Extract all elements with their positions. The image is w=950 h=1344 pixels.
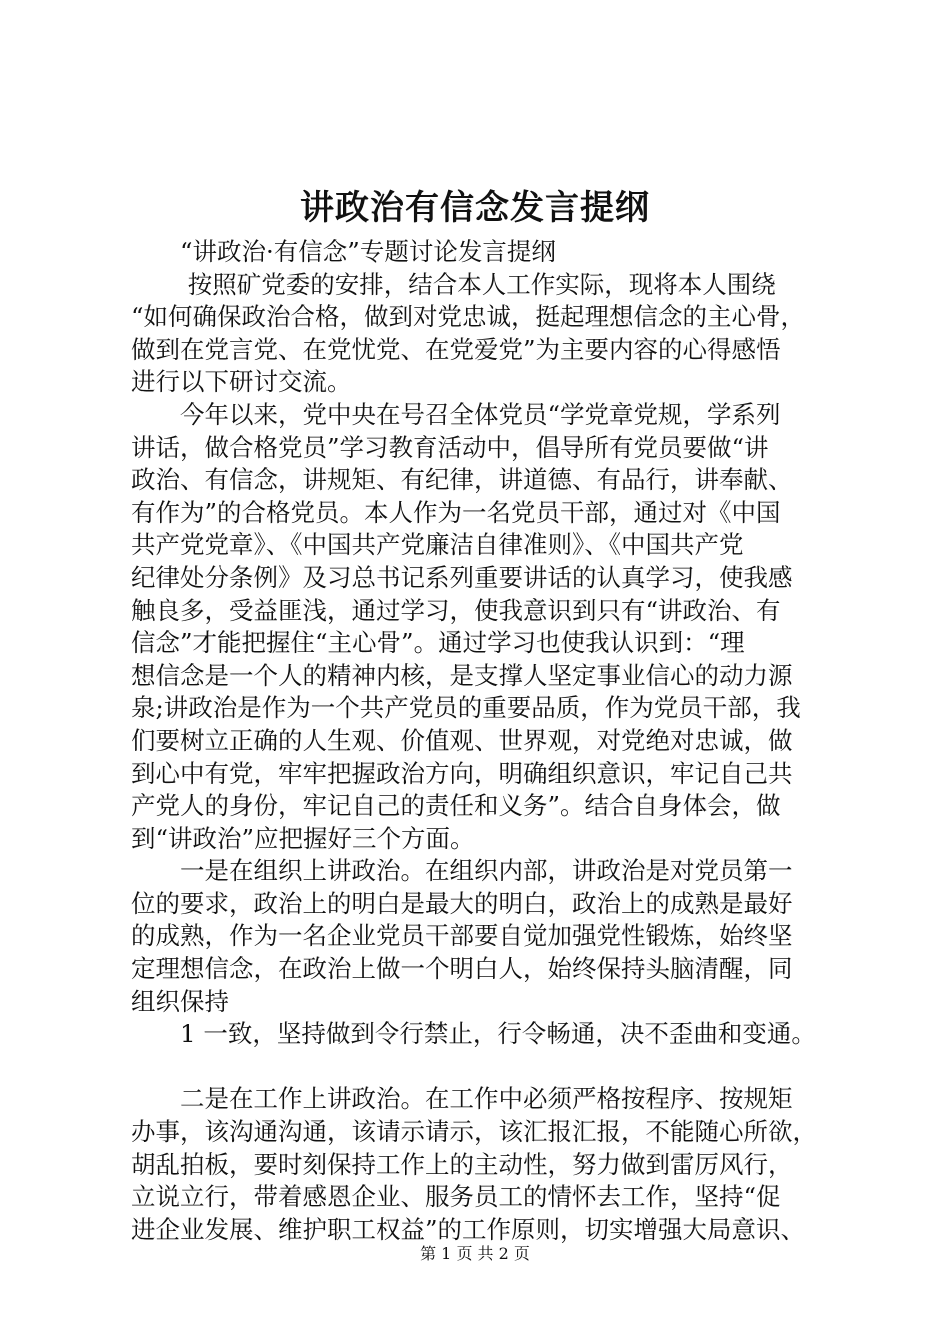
text-line: 进行以下研讨交流。 xyxy=(131,367,352,397)
text-line: 有作为”的合格党员。本人作为一名党员干部，通过对《中国 xyxy=(131,497,781,527)
text-line: 立说立行，带着感恩企业、服务员工的情怀去工作，坚持“促 xyxy=(131,1182,781,1212)
text-line: 今年以来，党中央在号召全体党员“学党章党规，学系列 xyxy=(131,399,781,429)
page-footer: 第 1 页 共 2 页 xyxy=(420,1244,530,1263)
text-line: 组织保持 xyxy=(131,986,229,1016)
document-title: 讲政治有信念发言提纲 xyxy=(300,188,650,228)
text-line: 定理想信念，在政治上做一个明白人，始终保持头脑清醒，同 xyxy=(131,954,793,984)
text-line: “如何确保政治合格，做到对党忠诚，挺起理想信念的主心骨， xyxy=(131,302,806,332)
text-line: 产党人的身份，牢记自己的责任和义务”。结合自身体会，做 xyxy=(131,791,781,821)
document-body xyxy=(131,236,847,1246)
text-line: 的成熟，作为一名企业党员干部要自觉加强党性锻炼，始终坚 xyxy=(131,921,793,951)
text-line: 办事，该沟通沟通，该请示请示，该汇报汇报，不能随心所欲， xyxy=(131,1117,817,1147)
text-line: 进企业发展、维护职工权益”的工作原则，切实增强大局意识、 xyxy=(131,1214,806,1244)
text-line: “讲政治·有信念”专题讨论发言提纲 xyxy=(131,237,556,266)
text-line: 泉;讲政治是作为一个共产党员的重要品质，作为党员干部，我 xyxy=(131,693,801,723)
text-line: 信念”才能把握住“主心骨”。通过学习也使我认识到：“理 xyxy=(131,628,745,658)
text-line: 讲话，做合格党员”学习教育活动中，倡导所有党员要做“讲 xyxy=(131,432,769,462)
text-line: 按照矿党委的安排，结合本人工作实际，现将本人围绕 xyxy=(131,269,776,299)
text-line: 共产党党章》、《中国共产党廉洁自律准则》、《中国共产党 xyxy=(131,530,744,560)
text-line: 位的要求，政治上的明白是最大的明白，政治上的成熟是最好 xyxy=(131,888,793,918)
blank-line xyxy=(131,1051,847,1084)
text-line: 到“讲政治”应把握好三个方面。 xyxy=(131,823,475,853)
text-line: 做到在党言党、在党忧党、在党爱党”为主要内容的心得感悟 xyxy=(131,334,781,364)
text-line: 胡乱拍板，要时刻保持工作上的主动性，努力做到雷厉风行， xyxy=(131,1149,793,1179)
text-line: 到心中有党，牢牢把握政治方向，明确组织意识，牢记自己共 xyxy=(131,758,793,788)
text-line: 们要树立正确的人生观、价值观、世界观，对党绝对忠诚，做 xyxy=(131,725,793,755)
text-line: 1 一致，坚持做到令行禁止，行令畅通，决不歪曲和变通。 xyxy=(131,1019,816,1049)
text-line: 想信念是一个人的精神内核，是支撑人坚定事业信心的动力源 xyxy=(131,660,793,690)
text-line: 一是在组织上讲政治。在组织内部，讲政治是对党员第一 xyxy=(131,856,793,886)
text-line: 纪律处分条例》及习总书记系列重要讲话的认真学习，使我感 xyxy=(131,562,793,592)
text-line: 二是在工作上讲政治。在工作中必须严格按程序、按规矩 xyxy=(131,1084,793,1114)
text-line: 政治、有信念，讲规矩、有纪律，讲道德、有品行，讲奉献、 xyxy=(131,465,793,495)
text-line: 触良多，受益匪浅，通过学习，使我意识到只有“讲政治、有 xyxy=(131,595,781,625)
